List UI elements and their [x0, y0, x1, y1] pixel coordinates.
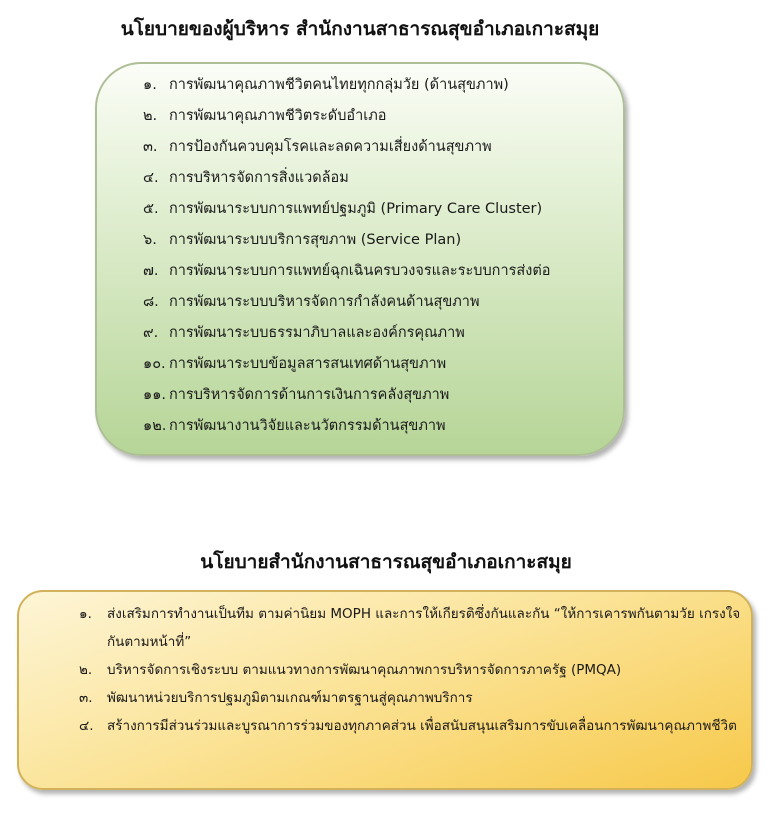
item-text: การพัฒนาระบบการแพทย์ฉุกเฉินครบวงจรและระบบการส่งต่อ [169, 263, 551, 279]
list-item [143, 163, 550, 194]
item-text: พัฒนาหน่วยบริการปฐมภูมิตามเกณฑ์มาตรฐานสู่คุณภาพบริการ [107, 690, 473, 706]
item-number: ๓. [79, 690, 93, 706]
list-item [143, 349, 550, 380]
item-number: ๒. [79, 662, 93, 678]
list-item [143, 256, 550, 287]
item-text: การพัฒนาระบบบริหารจัดการกำลังคนด้านสุขภาพ [169, 294, 480, 310]
list-item [79, 712, 744, 740]
item-number: ๙. [143, 325, 159, 341]
list-item [143, 194, 550, 225]
office-policy-box [17, 590, 753, 790]
item-number: ๗. [143, 263, 159, 279]
item-number: ๑๑. [143, 387, 167, 403]
item-text: การพัฒนาคุณภาพชีวิตคนไทยทุกกลุ่มวัย (ด้านสุขภาพ) [169, 77, 509, 93]
list-item [143, 318, 550, 349]
item-text: การพัฒนางานวิจัยและนวัตกรรมด้านสุขภาพ [169, 418, 446, 434]
item-number: ๔. [79, 718, 94, 734]
executive-policy-box [95, 62, 625, 456]
item-number: ๔. [143, 170, 159, 186]
item-text: ส่งเสริมการทำงานเป็นทีม ตามค่านิยม MOPH และการให้เกียรติซึ่งกันและกัน “ให้การเคารพกันตามวัย เกรงใจกันตามหน้าที่” [107, 606, 741, 650]
item-text: การพัฒนาระบบข้อมูลสารสนเทศด้านสุขภาพ [169, 356, 447, 372]
list-item [79, 684, 744, 712]
item-number: ๑. [79, 606, 92, 622]
item-text: บริหารจัดการเชิงระบบ ตามแนวทางการพัฒนาคุณภาพการบริหารจัดการภาครัฐ (PMQA) [107, 662, 622, 678]
item-text: การพัฒนาระบบธรรมาภิบาลและองค์กรคุณภาพ [169, 325, 465, 341]
item-text: การบริหารจัดการสิ่งแวดล้อม [169, 170, 349, 186]
list-item [143, 411, 550, 442]
section2-title: นโยบายสำนักงานสาธารณสุขอำเภอเกาะสมุย [200, 551, 572, 573]
list-item [143, 101, 550, 132]
item-number: ๖. [143, 232, 157, 248]
item-number: ๑๐. [143, 356, 166, 372]
item-text: การป้องกันควบคุมโรคและลดความเสี่ยงด้านสุขภาพ [169, 139, 492, 155]
list-item [143, 287, 550, 318]
list-item [143, 70, 550, 101]
item-number: ๒. [143, 108, 158, 124]
item-number: ๓. [143, 139, 158, 155]
executive-policy-list [143, 70, 550, 442]
item-number: ๘. [143, 294, 159, 310]
office-policy-list [79, 600, 744, 740]
item-text: การพัฒนาระบบบริการสุขภาพ (Service Plan) [169, 232, 462, 248]
list-item [143, 380, 550, 411]
section1-title: นโยบายของผู้บริหาร สำนักงานสาธารณสุขอำเภอเกาะสมุย [120, 18, 600, 40]
list-item [143, 225, 550, 256]
item-number: ๑. [143, 77, 157, 93]
item-number: ๑๒. [143, 418, 167, 434]
list-item [79, 656, 744, 684]
list-item [143, 132, 550, 163]
item-text: การบริหารจัดการด้านการเงินการคลังสุขภาพ [169, 387, 450, 403]
item-text: การพัฒนาคุณภาพชีวิตระดับอำเภอ [169, 108, 387, 124]
item-number: ๕. [143, 201, 159, 217]
item-text: การพัฒนาระบบการแพทย์ปฐมภูมิ (Primary Care Cluster) [169, 201, 543, 217]
list-item [79, 600, 744, 656]
item-text: สร้างการมีส่วนร่วมและบูรณาการร่วมของทุกภาคส่วน เพื่อสนับสนุนเสริมการขับเคลื่อนการพัฒนาคุณภาพชีวิต [107, 718, 737, 734]
